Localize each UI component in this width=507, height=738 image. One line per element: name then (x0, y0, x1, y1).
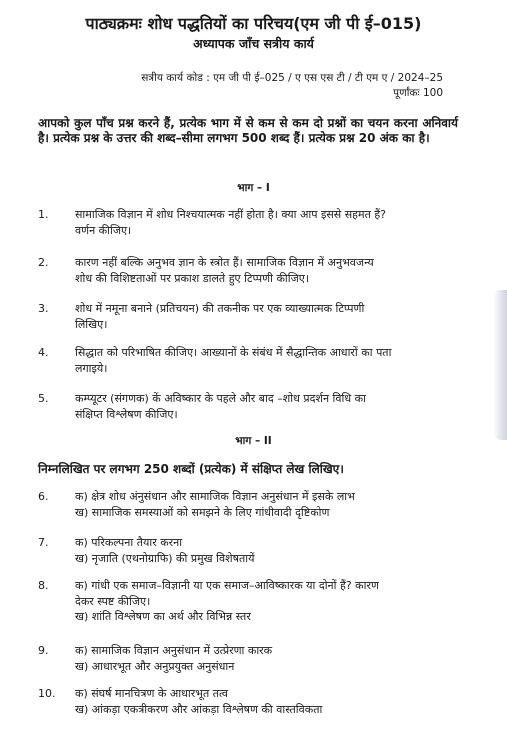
question-number: 9. (38, 644, 49, 657)
question-9 (38, 643, 458, 674)
question-line: सामाजिक विज्ञान में शोध निश्चयात्मक नहीं होता है। क्या आप इससे सहमत हैं? (75, 208, 387, 221)
question-number: 2. (38, 256, 49, 269)
question-line: शोध की विशिष्टताओं पर प्रकाश डालते हुए टिप्पणी कीजिए। (75, 271, 310, 285)
max-marks: पूर्णांकः 100 (393, 87, 443, 99)
question-line: लिखिए। (75, 317, 108, 331)
question-number: 1. (38, 208, 49, 221)
question-line: क) संघर्ष मानचित्रण के आधारभूत तत्व (75, 687, 229, 700)
question-number: 5. (38, 392, 49, 405)
question-line: ख) आंकड़ा एकत्रीकरण और आंकड़ा विश्लेषण की वास्तविकता (75, 702, 323, 716)
question-line: ख) आधारभूत और अनुप्रयुक्त अनुसंधान (75, 659, 235, 673)
course-title: पाठ्यक्रमः शोध पद्धतियों का परिचय(एम जी पी ई–015) (85, 14, 422, 33)
question-3 (38, 301, 458, 332)
question-number: 3. (38, 302, 49, 315)
question-2 (38, 255, 458, 286)
question-line: संक्षिप्त विश्लेषण कीजिए। (75, 407, 178, 421)
question-number: 6. (38, 490, 49, 503)
question-4 (38, 345, 458, 376)
question-line: देकर स्पष्ट कीजिए। (75, 594, 151, 608)
question-5 (38, 391, 458, 422)
general-instructions: आपको कुल पाँच प्रश्न करने हैं, प्रत्येक भाग में से कम से कम दो प्रश्नों का चयन करना अनिवार्य है। प्रत्येक प्रश्न के उत्तर की शब्द–सीमा लगभग 500 शब्द हैं। प्रत्येक प्रश्न 20 अंक का है। (38, 116, 458, 145)
question-line: सिद्धात को परिभाषित कीजिए। आख्यानों के संबंध में सैद्धान्तिक आधारों का पता (75, 346, 392, 359)
question-line: क) सामाजिक विज्ञान अनुसंधान में उत्प्रेरणा कारक (75, 644, 273, 657)
question-number: 7. (38, 536, 49, 549)
assignment-subtitle: अध्यापक जाँच सत्रीय कार्य (193, 36, 314, 51)
question-line: ख) नृजाति (एथनोग्राफि) की प्रमुख विशेषतायें (75, 551, 255, 565)
question-8 (38, 578, 458, 625)
question-line: क) क्षेत्र शोध अंनुसंधान और सामाजिक विज्ञान अनुसंधान में इसके लाभ (75, 490, 355, 503)
question-line: कारण नहीं बल्कि अनुभव ज्ञान के स्त्रोत हैं। सामाजिक विज्ञान में अनुभवजन्य (75, 256, 374, 269)
part-2-instruction: निम्नलिखित पर लगभग 250 शब्दों (प्रत्येक) में संक्षिप्त लेख लिखिए। (38, 462, 344, 476)
page-edge-shadow (493, 290, 507, 440)
question-number: 4. (38, 346, 49, 359)
question-line: ख) सामाजिक समस्याओं को समझने के लिए गांधीवादी दृष्टिकोण (75, 505, 330, 519)
question-line: कम्प्यूटर (संगणक) कें अविष्कार के पहले और बाद –शोध प्रदर्शन विधि का (75, 392, 366, 405)
question-number: 10. (38, 687, 56, 700)
question-line: क) परिकल्पना तैयार करना (75, 536, 183, 549)
question-line: ख) शांति विश्लेषण का अर्थ और विभिन्न स्तर (75, 610, 251, 623)
question-line: लगाइये। (75, 361, 108, 375)
question-10 (38, 686, 458, 717)
question-line: शोध में नमूना बनाने (प्रतिचयन) की तकनीक पर एक व्याख्यात्मक टिप्पणी (75, 302, 365, 315)
question-1 (38, 207, 458, 238)
question-number: 8. (38, 579, 49, 592)
question-line: वर्णन कीजिए। (75, 223, 132, 237)
assignment-code: सत्रीय कार्य कोड : एम जी पी ई–025 / ए एस एस टी / टी एम ए / 2024–25 (141, 72, 443, 84)
part-2-heading: भाग – II (235, 435, 272, 447)
question-line: क) गांधी एक समाज–विज्ञानी या एक समाज–आविष्कारक या दोनों हैं? कारण (75, 579, 379, 592)
part-1-heading: भाग – I (237, 182, 270, 194)
question-7 (38, 535, 458, 566)
question-6 (38, 489, 458, 520)
